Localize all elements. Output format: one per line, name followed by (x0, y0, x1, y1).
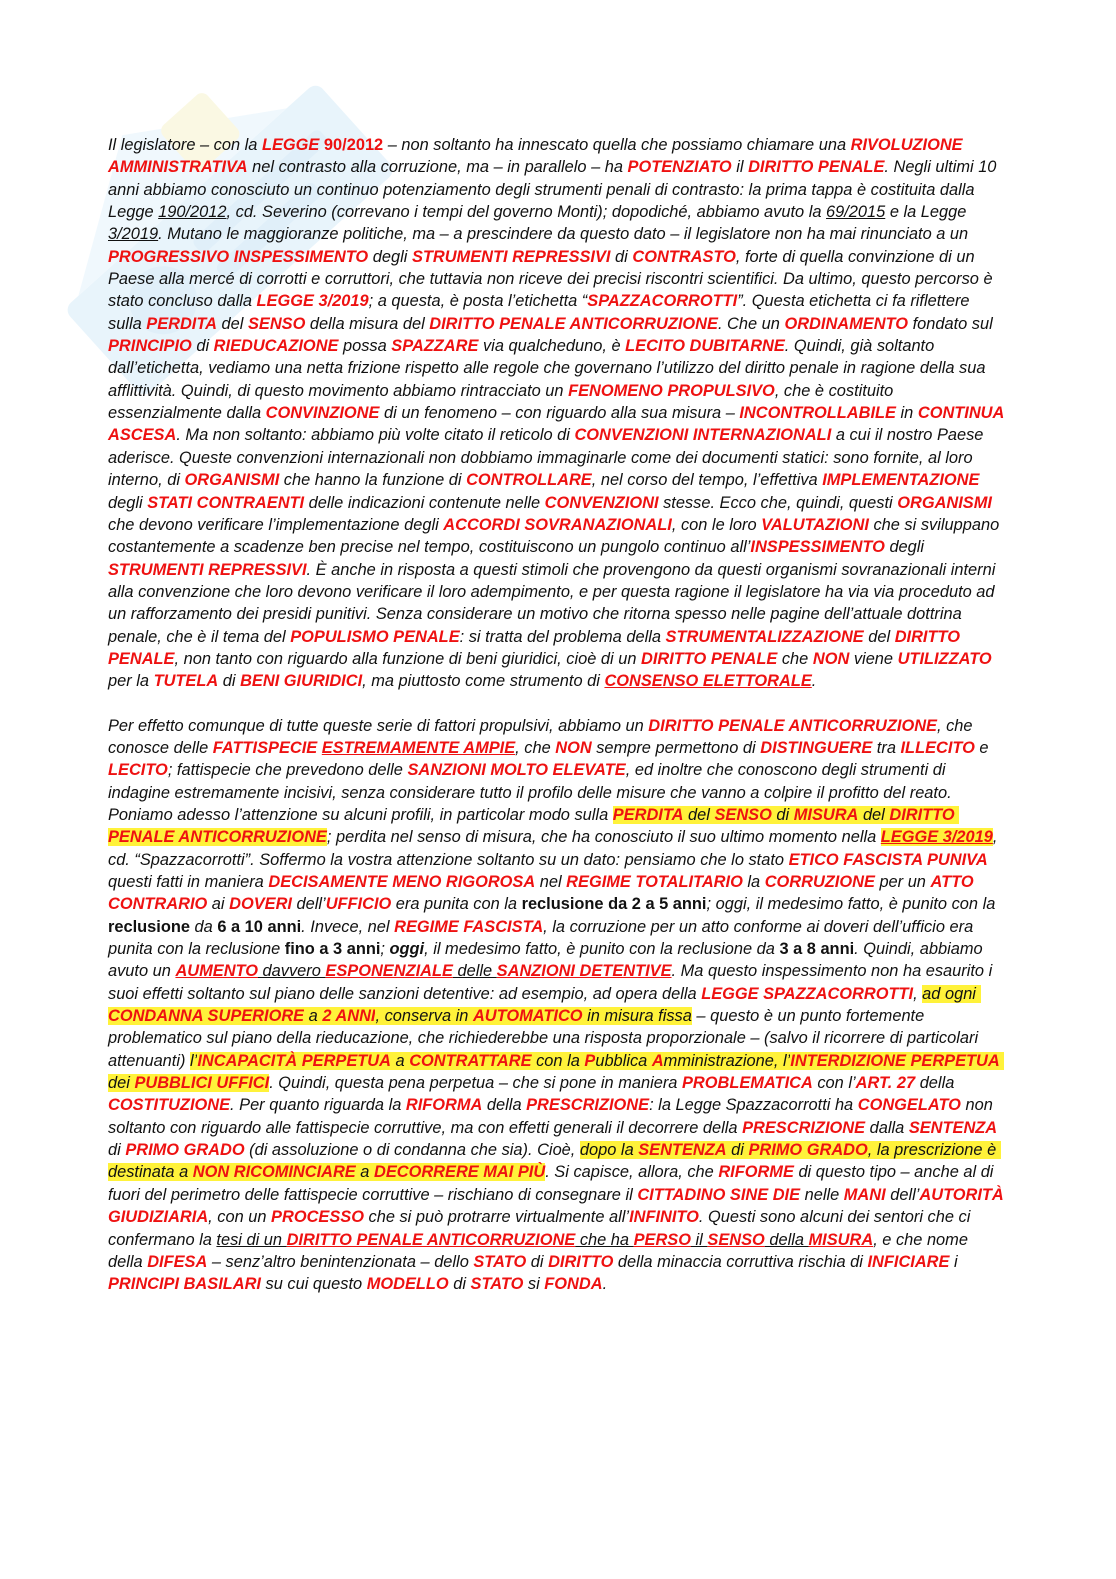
emphasis-text: DECORRERE MAI PIÙ (373, 1163, 546, 1182)
paragraph-text: delle indicazioni contenute nelle (304, 493, 545, 512)
emphasis-text: DIFESA (147, 1252, 208, 1271)
paragraph-text: della misura del (305, 314, 430, 333)
emphasis-text: 2 ANNI (322, 1007, 376, 1026)
emphasis-text: PRIMO GRADO (748, 1141, 868, 1160)
emphasis-text: DIRITTO PENALE (108, 627, 965, 668)
emphasis-text: SENTENZA (638, 1141, 727, 1160)
paragraph-text: fino a 3 anni (284, 940, 381, 959)
paragraph-text: oggi (389, 940, 425, 959)
paragraph-text: . Per quanto riguarda la (230, 1096, 406, 1115)
emphasis-text: PERDITA (146, 314, 217, 333)
emphasis-text: LECITO (108, 761, 168, 780)
paragraph (108, 134, 1006, 693)
emphasis-text: PERSO (633, 1230, 691, 1249)
emphasis-text: STATO (473, 1252, 527, 1271)
paragraph-text: della (915, 1074, 959, 1093)
paragraph-text: 3/2019 (108, 225, 159, 244)
paragraph-text: che hanno la funzione di (279, 471, 467, 490)
paragraph-text: dell’ (885, 1185, 920, 1204)
emphasis-text: DIRITTO PENALE ANTICORRUZIONE (108, 805, 960, 847)
emphasis-text: TUTELA (153, 672, 219, 691)
emphasis-text: SENSO (707, 1230, 765, 1249)
paragraph-text: . È anche in risposta a questi stimoli che provengono da questi organismi sovranazionali interni alla convenzione che loro devono verificare il loro adempimento, e per questa ragione il legislatore ha via via proceduto ad un rafforzamento dei presidi punitivi. Senza considerare un motivo che ritorna spesso nelle pagine dell’attuale dottrina penale, che è il tema del (108, 560, 1000, 646)
emphasis-text: ETICO FASCISTA PUNIVA (788, 850, 988, 869)
emphasis-text: DOVERI (229, 895, 292, 914)
emphasis-text: DECISAMENTE MENO RIGOROSA (268, 873, 536, 891)
paragraph-text: degli (368, 247, 412, 266)
paragraph-text: di questo tipo – anche al di fuori del perimetro delle fattispecie corruttive – rischiano di consegnare il (108, 1163, 999, 1204)
paragraph-text: . Negli ultimi 10 anni abbiamo conosciuto un continuo potenziamento degli strumenti penali di contrasto: la prima tappa è costituita dalla Legge (108, 158, 1001, 222)
emphasis-text: AUTOMATICO (472, 1007, 583, 1026)
paragraph-text: nelle (800, 1185, 844, 1204)
paragraph-text: : si tratta del problema della (459, 627, 666, 646)
emphasis-text: PERDITA (612, 805, 684, 824)
paragraph-text: , ma piuttosto come strumento di (362, 672, 605, 691)
paragraph-text: reclusione da 2 a 5 anni (521, 895, 707, 914)
paragraph-text: a (355, 1163, 374, 1182)
emphasis-text: ESPONENZIALE (325, 962, 453, 981)
emphasis-text: STRUMENTI REPRESSIVI (411, 247, 611, 266)
emphasis-text: DIRITTO PENALE ANTICORRUZIONE (648, 716, 937, 735)
emphasis-text: CONTRASTO (632, 247, 736, 266)
paragraph-text: , non tanto con riguardo alla funzione di beni giuridici, cioè di un (174, 649, 642, 668)
paragraph-text: degli (108, 471, 985, 512)
emphasis-text: CONDANNA SUPERIORE (108, 1007, 305, 1026)
emphasis-text: REGIME TOTALITARIO (566, 873, 743, 891)
paragraph-text: . Si capisce, allora, che (545, 1163, 719, 1182)
paragraph-text: di (191, 337, 214, 356)
emphasis-text: ORDINAMENTO (784, 314, 909, 333)
paragraph-text: , che conosce delle (108, 716, 978, 757)
paragraph-text: , forte di quella convinzione di un Paese alla mercé di corrotti e corruttori, che tuttavia non riceve dei precisi riscontri scientifici. Da ultimo, questo percorso è stato concluso dalla (108, 247, 998, 311)
emphasis-text: SANZIONI MOLTO ELEVATE (407, 761, 626, 780)
paragraph-text: , la corruzione per un atto conforme ai doveri dell’ufficio era punita con la reclusione (108, 917, 978, 959)
paragraph-text: il (731, 158, 749, 177)
paragraph-text: . Ma questo inspessimento non ha esaurito i suoi effetti soltanto sul piano delle sanzioni detentive: ad esempio, ad opera della (108, 962, 997, 1003)
emphasis-text: MISURA (793, 805, 859, 824)
paragraph-text: del (858, 805, 890, 824)
paragraph-text: . Invece, nel (301, 917, 395, 936)
emphasis-text: PRIMO GRADO (125, 1141, 245, 1160)
emphasis-text: UTILIZZATO (897, 649, 992, 668)
paragraph-text: Per effetto comunque di tutte queste serie di fattori propulsivi, abbiamo un (108, 716, 649, 735)
emphasis-text: LECITO DUBITARNE (625, 337, 785, 356)
paragraph-text: , e che nome della (108, 1230, 973, 1271)
emphasis-text: DISTINGUERE (760, 738, 873, 757)
paragraph-text: di (771, 805, 794, 824)
paragraph-text: e (974, 738, 994, 757)
paragraph-text: che ha (575, 1230, 634, 1249)
paragraph-text: di un fenomeno – con riguardo alla sua misura – (379, 404, 740, 423)
paragraph-text: su cui questo (261, 1275, 367, 1294)
paragraph-text: ; oggi, il medesimo fatto, è punito con la (706, 895, 1000, 914)
emphasis-text: FATTISPECIE (212, 738, 318, 757)
paragraph-text: 69/2015 (826, 203, 886, 222)
paragraph-text: che devono verificare l’implementazione degli (108, 493, 997, 534)
paragraph-text: della (482, 1096, 527, 1115)
paragraph-text: . Mutano le maggioranze politiche, ma – a prescindere da questo dato – il legislatore non ha mai rinunciato a un (158, 225, 973, 244)
paragraph-text: ubblica (595, 1051, 652, 1070)
emphasis-text: INCAPACITÀ PERPETUA (197, 1051, 391, 1070)
emphasis-text: SENTENZA (908, 1118, 998, 1137)
paragraph (108, 715, 1009, 1296)
emphasis-text: FONDA (544, 1275, 603, 1294)
emphasis-text: STATO (470, 1275, 524, 1294)
paragraph-text: dalla (865, 1118, 909, 1137)
emphasis-text: CONGELATO (857, 1096, 961, 1115)
paragraph-text: mministrazione, l’ (663, 1051, 791, 1070)
paragraph-text: del (217, 314, 248, 333)
paragraph-text: ai (207, 895, 230, 914)
emphasis-text: LEGGE 3/2019 (880, 828, 993, 847)
paragraph-text: la (742, 873, 765, 891)
emphasis-text: P (584, 1051, 596, 1070)
paragraph-text: che (777, 649, 813, 668)
paragraph-text: via qualcheduno, è (478, 337, 626, 356)
emphasis-text: MISURA (808, 1230, 874, 1249)
paragraph-text: Il legislatore – con la (108, 136, 262, 154)
paragraph-text: nel contrasto alla corruzione, ma – in parallelo – ha (247, 158, 628, 177)
paragraph-text: i (949, 1252, 963, 1271)
paragraph-text: possa (338, 337, 392, 356)
emphasis-text: RIEDUCAZIONE (213, 337, 339, 356)
paragraph-text: di (218, 672, 241, 691)
paragraph-text: della minaccia corruttiva rischia di (613, 1252, 868, 1271)
paragraph-text: viene (849, 649, 898, 668)
paragraph-text: : la Legge Spazzacorrotti ha (649, 1096, 858, 1115)
paragraph-text: . (811, 672, 817, 691)
paragraph-text: . Ma non soltanto: abbiamo più volte citato il reticolo di (176, 426, 575, 445)
paragraph-text: – senz’altro benintenzionata – dello (207, 1252, 474, 1271)
emphasis-text: REGIME FASCISTA (394, 917, 544, 936)
emphasis-text: ACCORDI SOVRANAZIONALI (443, 515, 672, 534)
emphasis-text: ORGANISMI (897, 493, 992, 512)
paragraph-text: a cui il nostro Paese aderisce. Queste convenzioni internazionali non dobbiamo immaginarle come dei documenti statici: sono fornite, al loro interno, di (108, 426, 988, 490)
paragraph-text: ad ogni (922, 984, 981, 1003)
emphasis-text: PROGRESSIVO INSPESSIMENTO (108, 247, 369, 266)
paragraph-text: ; a questa, è posta l’etichetta “ (368, 292, 588, 311)
paragraph-text: , il medesimo fatto, è punito con la reclusione da (424, 940, 780, 959)
paragraph-text: a (304, 1007, 323, 1026)
paragraph-text: per un (874, 873, 931, 891)
paragraph-text: . Quindi, già soltanto dall’etichetta, vediamo una netta frizione rispetto alle regole che governano l’utilizzo del diritto penale in ragione della sua afflittività. Quindi, di questo movimento abbiamo rintracciato un (108, 337, 991, 400)
paragraph-text: – non soltanto ha innescato quella che possiamo chiamare una (383, 136, 851, 154)
paragraph-text: che si sviluppano costantemente a scadenze ben precise nel tempo, costituiscono un pungolo continuo all’ (108, 515, 1004, 557)
emphasis-text: STRUMENTALIZZAZIONE (665, 627, 864, 646)
emphasis-text: CITTADINO SINE DIE (637, 1185, 801, 1204)
paragraph-text: stesse. Ecco che, quindi, questi (658, 493, 898, 512)
paragraph-text: , la prescrizione è destinata a (108, 1141, 1001, 1182)
emphasis-text: DIRITTO PENALE (748, 158, 885, 177)
emphasis-text: RIFORME (718, 1163, 794, 1182)
emphasis-text: SPAZZARE (391, 337, 479, 356)
emphasis-text: MANI (843, 1185, 886, 1204)
paragraph-text: . Quindi, questa pena perpetua – che si pone in maniera (269, 1074, 682, 1093)
emphasis-text: ATTO CONTRARIO (108, 873, 979, 914)
emphasis-text: PRINCIPI BASILARI (108, 1275, 261, 1294)
emphasis-text: NON RICOMINCIARE (192, 1163, 356, 1182)
emphasis-text: CONTINUA ASCESA (108, 404, 1008, 445)
emphasis-text: PRESCRIZIONE (526, 1096, 650, 1115)
paragraph-text: con l’ (812, 1074, 856, 1093)
paragraph-text: . Che un (717, 314, 785, 333)
paragraph-text: reclusione (108, 917, 190, 936)
paragraph-text: – questo è un punto fortemente problematico sul piano della rieducazione, che richiederebbe una risposta proporzionale – (salvo il ricorrere di particolari attenuanti) (108, 1007, 983, 1070)
emphasis-text: DIRITTO (548, 1252, 614, 1271)
emphasis-text: CORRUZIONE (764, 873, 875, 891)
emphasis-text: FENOMENO PROPULSIVO (568, 381, 775, 400)
emphasis-text: NON (812, 649, 850, 668)
emphasis-text: RIVOLUZIONE AMMINISTRATIVA (108, 136, 967, 177)
emphasis-text: POTENZIATO (627, 158, 732, 177)
emphasis-text: PRINCIPIO (108, 337, 192, 356)
paragraph-text: , con un (208, 1208, 272, 1227)
paragraph-text: di (610, 247, 633, 266)
emphasis-text: NON (555, 738, 592, 757)
emphasis-text: A (651, 1051, 664, 1070)
paragraph-text: 3 a 8 anni (779, 940, 855, 959)
emphasis-text: DIRITTO PENALE ANTICORRUZIONE (429, 314, 718, 333)
paragraph-text: l’ (190, 1051, 198, 1070)
emphasis-text: AUMENTO (175, 962, 258, 981)
paragraph-text: (di assoluzione o di condanna che sia). Cioè, (244, 1141, 580, 1160)
emphasis-text: DIRITTO PENALE ANTICORRUZIONE (286, 1230, 576, 1249)
emphasis-text: INCONTROLLABILE (739, 404, 896, 423)
emphasis-text: ILLECITO (900, 738, 975, 757)
emphasis-text: VALUTAZIONI (761, 515, 869, 534)
emphasis-text: SENSO (247, 314, 306, 333)
paragraph-text: tesi di un (216, 1230, 287, 1249)
paragraph-text: ”. Questa etichetta ci fa riflettere sulla (108, 292, 975, 333)
emphasis-text: CONVINZIONE (265, 404, 380, 423)
emphasis-text: INTERDIZIONE PERPETUA (790, 1051, 1000, 1070)
paragraph-text: di (448, 1275, 471, 1294)
emphasis-text: PROCESSO (271, 1208, 364, 1227)
emphasis-text: CONVENZIONI (544, 493, 659, 512)
emphasis-text: CONSENSO ELETTORALE (604, 672, 812, 691)
paragraph-text: in misura fissa (582, 1007, 692, 1026)
emphasis-text: POPULISMO PENALE (290, 627, 460, 646)
emphasis-text: LEGGE 3/2019 (256, 292, 369, 311)
emphasis-text: LEGGE (261, 136, 324, 154)
paragraph-text: che si può protrarre virtualmente all’ (363, 1208, 630, 1227)
emphasis-text: INFINITO (629, 1208, 699, 1227)
emphasis-text: COSTITUZIONE (108, 1096, 231, 1115)
paragraph-text: degli (884, 538, 929, 557)
paragraph-text: , nel corso del tempo, l’effettiva (591, 471, 823, 490)
paragraph-text: da (190, 917, 218, 936)
paragraph-text: ; (380, 940, 390, 959)
paragraph-text: e la Legge (885, 203, 971, 222)
paragraph-text: tra (872, 738, 901, 757)
paragraph-text: si (523, 1275, 545, 1294)
paragraph-text: con la (531, 1051, 585, 1070)
paragraph-text: dell’ (291, 895, 326, 914)
emphasis-text: MODELLO (366, 1275, 449, 1294)
emphasis-text: ART. 27 (855, 1074, 916, 1093)
paragraph-text: di (726, 1141, 749, 1160)
paragraph-text: non soltanto con riguardo alle fattispecie corruttive, ma con effetti generali il decorrere della (108, 1096, 998, 1137)
emphasis-text: AUTORITÀ GIUDIZIARIA (108, 1185, 1009, 1227)
paragraph-text: , (913, 984, 923, 1003)
emphasis-text: INSPESSIMENTO (750, 538, 885, 557)
paragraph-text: , cd. “Spazzacorrotti”. Soffermo la vostra attenzione soltanto su un dato: pensiamo che lo stato (108, 828, 1002, 869)
paragraph-text: , con le loro (671, 515, 762, 534)
paragraph-text: per la (108, 649, 997, 691)
paragraph-text: in (895, 404, 918, 423)
paragraph-text: del (863, 627, 895, 646)
paragraph-text: . (602, 1275, 608, 1294)
emphasis-text: CONTROLLARE (466, 471, 592, 490)
paragraph-text: , conserva in (375, 1007, 473, 1026)
paragraph-text: ; perdita nel senso di misura, che ha conosciuto il suo ultimo momento nella (326, 828, 881, 847)
emphasis-text: BENI GIURIDICI (240, 672, 363, 691)
emphasis-text: RIFORMA (405, 1096, 483, 1115)
paragraph-text: era punita con la (391, 895, 522, 914)
emphasis-text: STRUMENTI REPRESSIVI (108, 560, 307, 579)
paragraph-text: di (108, 1118, 1002, 1160)
emphasis-text: ESTREMAMENTE AMPIE (321, 738, 516, 757)
paragraph-text: dei (108, 1051, 1005, 1093)
paragraph-text: il (690, 1230, 708, 1249)
paragraph-text: di (526, 1252, 549, 1271)
paragraph-text: , che (515, 738, 556, 757)
emphasis-text: ORGANISMI (184, 471, 280, 490)
emphasis-text: PRESCRIZIONE (742, 1118, 866, 1137)
paragraph-text: delle (452, 962, 497, 981)
paragraph-text: . Quindi, abbiamo avuto un (108, 940, 988, 981)
paragraph-text: , che è costituito essenzialmente dalla (108, 381, 898, 423)
paragraph-text: ; fattispecie che prevedono delle (167, 761, 408, 780)
emphasis-text: STATI CONTRAENTI (147, 493, 305, 512)
paragraph-text: della (764, 1230, 809, 1249)
emphasis-text: UFFICIO (325, 895, 392, 914)
paragraph-text: del (683, 805, 715, 824)
paragraph-text: , cd. Severino (correvano i tempi del governo Monti); dopodiché, abbiamo avuto la (226, 203, 827, 222)
emphasis-text: IMPLEMENTAZIONE (822, 471, 980, 490)
paragraph-text: . Questi sono alcuni dei sentori che ci confermano la (108, 1208, 975, 1249)
emphasis-text: CONVENZIONI INTERNAZIONALI (574, 426, 832, 445)
paragraph-text: 190/2012 (158, 203, 227, 222)
paragraph-text: a (390, 1051, 410, 1070)
paragraph-text: questi fatti in maniera (108, 850, 993, 891)
paragraph-text: 6 a 10 anni (217, 917, 302, 936)
emphasis-text: LEGGE SPAZZACORROTTI (701, 984, 914, 1003)
emphasis-text: SENSO (714, 805, 772, 824)
emphasis-text: SPAZZACORROTTI (587, 292, 738, 311)
paragraph-text: nel (535, 873, 567, 891)
paragraph-text: fondato sul (908, 314, 998, 333)
emphasis-text: DIRITTO PENALE (641, 649, 778, 668)
emphasis-text: CONTRATTARE (409, 1051, 532, 1070)
document-body (108, 134, 1009, 1296)
emphasis-text: PUBBLICI UFFICI (134, 1074, 270, 1093)
emphasis-text: SANZIONI DETENTIVE (496, 962, 672, 981)
emphasis-text: 90/2012 (323, 136, 384, 154)
paragraph-text: , ed inoltre che conoscono degli strumenti di indagine estremamente incisivi, senza considerare tutto il profilo delle misure che vanno a colpire il profitto del reato. Poniamo adesso l’attenzione su alcuni profili, in particolar modo sulla (108, 761, 957, 824)
emphasis-text: INFICIARE (867, 1252, 950, 1271)
emphasis-text: PROBLEMATICA (681, 1074, 813, 1093)
paragraph-text: davvero (258, 962, 326, 981)
paragraph-text: dopo la (579, 1141, 639, 1160)
paragraph-text: sempre permettono di (591, 738, 761, 757)
